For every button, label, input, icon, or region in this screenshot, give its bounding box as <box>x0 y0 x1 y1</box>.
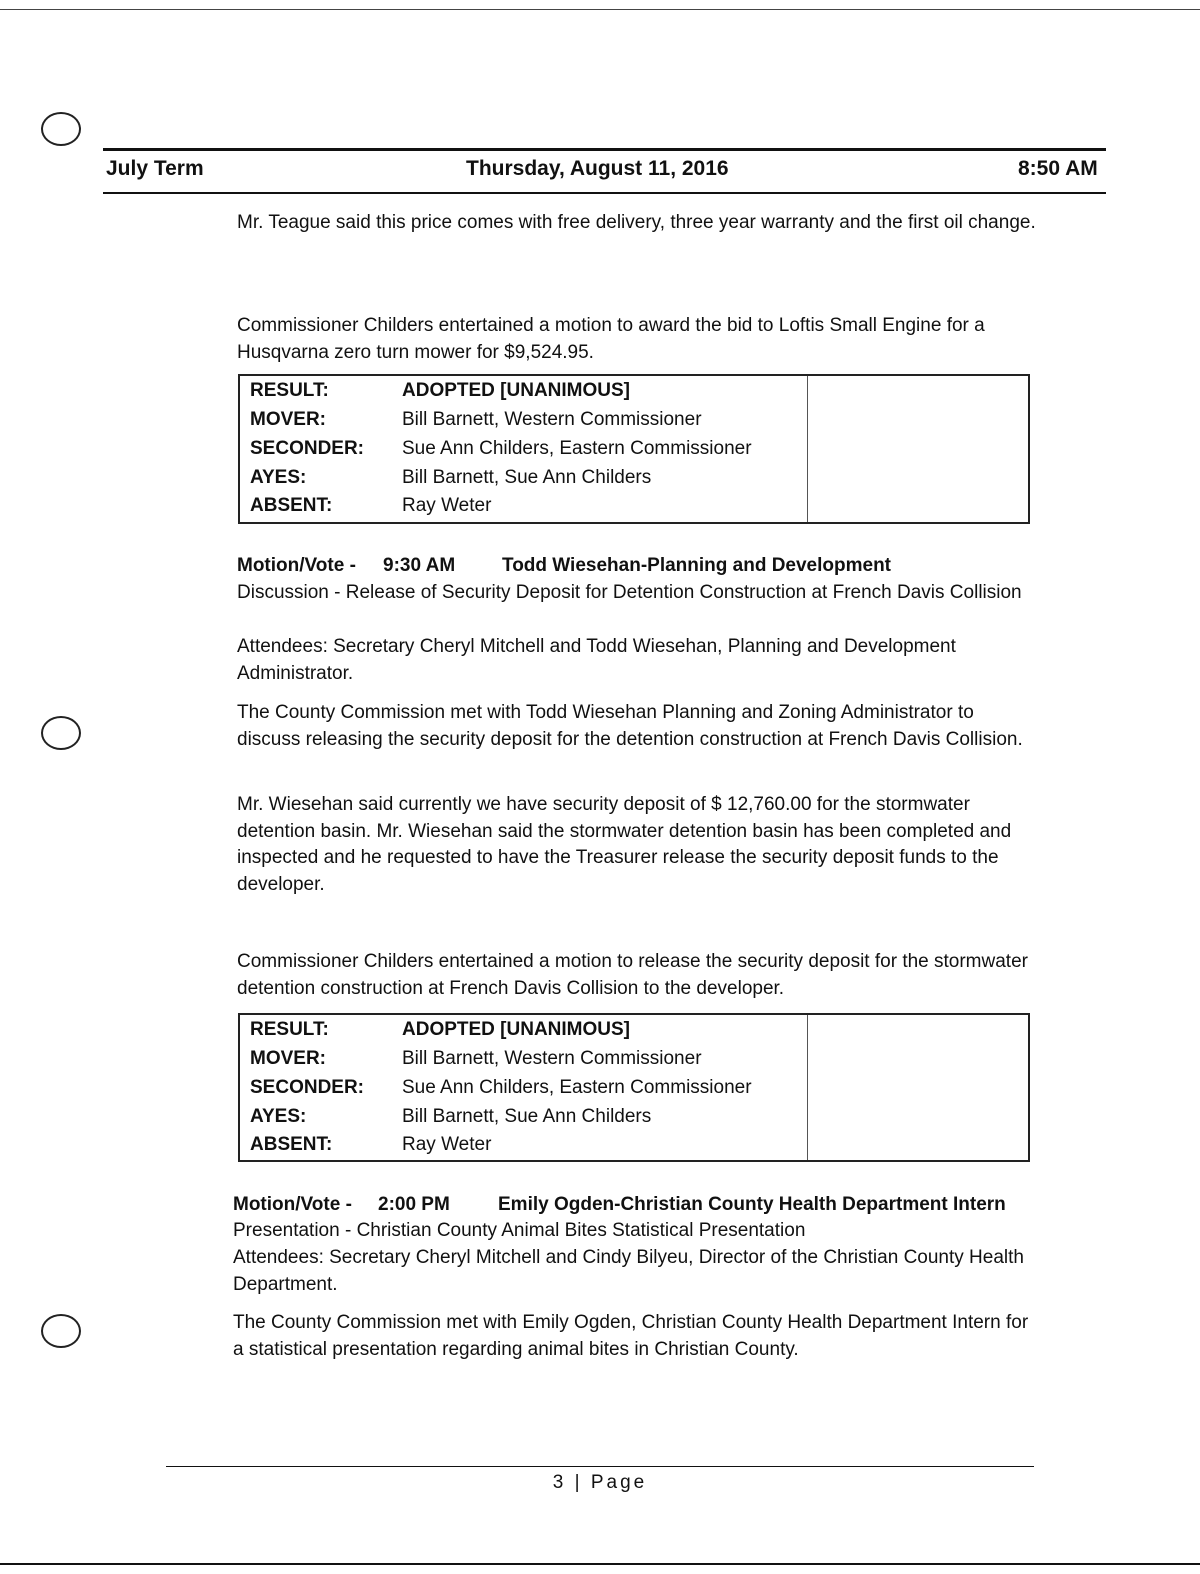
section1-motion-title: Todd Wiesehan-Planning and Development <box>502 555 892 576</box>
header-date: Thursday, August 11, 2016 <box>466 157 729 180</box>
section1-motion-time: 9:30 AM <box>383 555 456 576</box>
vote-value: Bill Barnett, Western Commissioner <box>402 1048 702 1069</box>
section1-attendees: Attendees: Secretary Cheryl Mitchell and Todd Wiesehan, Planning and Development Administrator. <box>237 636 956 684</box>
punch-hole-middle <box>41 716 81 750</box>
vote-label: MOVER: <box>250 1048 326 1069</box>
vote-label: AYES: <box>250 467 307 488</box>
vote-label: ABSENT: <box>250 495 333 516</box>
vote-value: ADOPTED [UNANIMOUS] <box>402 380 630 401</box>
section1-motion-label: Motion/Vote - <box>237 555 356 576</box>
vote-value: Ray Weter <box>402 1134 492 1155</box>
footer-rule <box>166 1466 1034 1467</box>
vote-value: Bill Barnett, Western Commissioner <box>402 409 702 430</box>
vote-table-divider <box>807 376 808 522</box>
vote-label: ABSENT: <box>250 1134 333 1155</box>
header-term: July Term <box>106 157 204 180</box>
vote-value: Sue Ann Childers, Eastern Commissioner <box>402 1077 752 1098</box>
vote-value: Bill Barnett, Sue Ann Childers <box>402 467 652 488</box>
section2-motion-title: Emily Ogden-Christian County Health Department Intern <box>498 1194 1006 1215</box>
vote-table-divider <box>807 1015 808 1160</box>
vote-value: Sue Ann Childers, Eastern Commissioner <box>402 438 752 459</box>
vote-value: ADOPTED [UNANIMOUS] <box>402 1019 630 1040</box>
vote-value: Bill Barnett, Sue Ann Childers <box>402 1106 652 1127</box>
section1-paragraph-deposit: Mr. Wiesehan said currently we have security deposit of $ 12,760.00 for the stormwater detention basin. Mr. Wiesehan said the stormwater detention basin has been completed and inspected and he requested to have the Treasurer release the security deposit funds to the developer. <box>237 794 1012 895</box>
page-number: 3 | Page <box>552 1472 648 1493</box>
section2-attendees: Attendees: Secretary Cheryl Mitchell and Cindy Bilyeu, Director of the Christian County Health Department. <box>233 1247 1024 1295</box>
punch-hole-bottom <box>41 1314 81 1348</box>
section2-presentation: Presentation - Christian County Animal Bites Statistical Presentation <box>233 1220 806 1241</box>
vote-label: AYES: <box>250 1106 307 1127</box>
vote-table-1 <box>238 374 1030 524</box>
section2-paragraph-meeting: The County Commission met with Emily Ogden, Christian County Health Department Intern for a statistical presentation regarding animal bites in Christian County. <box>233 1312 1029 1360</box>
section1-paragraph-motion: Commissioner Childers entertained a motion to release the security deposit for the stormwater detention construction at French Davis Collision to the developer. <box>237 951 1028 999</box>
scan-top-border <box>0 9 1200 10</box>
vote-label: MOVER: <box>250 409 326 430</box>
paragraph-motion-mower: Commissioner Childers entertained a motion to award the bid to Loftis Small Engine for a Husqvarna zero turn mower for $9,524.95. <box>237 315 985 363</box>
punch-hole-top <box>41 112 81 146</box>
section1-discussion: Discussion - Release of Security Deposit for Detention Construction at French Davis Collision <box>237 582 1022 603</box>
header-rule-bottom <box>103 192 1106 194</box>
vote-label: SECONDER: <box>250 1077 365 1098</box>
vote-label: SECONDER: <box>250 438 365 459</box>
vote-value: Ray Weter <box>402 495 492 516</box>
scan-bottom-border <box>0 1563 1200 1565</box>
header-rule-top <box>103 148 1106 151</box>
section2-motion-label: Motion/Vote - <box>233 1194 352 1215</box>
section1-paragraph-meeting: The County Commission met with Todd Wiesehan Planning and Zoning Administrator to discuss releasing the security deposit for the detention construction at French Davis Collision. <box>237 702 1023 750</box>
header-time: 8:50 AM <box>1018 157 1098 180</box>
vote-table-2 <box>238 1013 1030 1162</box>
vote-label: RESULT: <box>250 380 329 401</box>
section2-motion-time: 2:00 PM <box>378 1194 450 1215</box>
vote-label: RESULT: <box>250 1019 329 1040</box>
paragraph-teague: Mr. Teague said this price comes with free delivery, three year warranty and the first oil change. <box>237 212 1036 233</box>
